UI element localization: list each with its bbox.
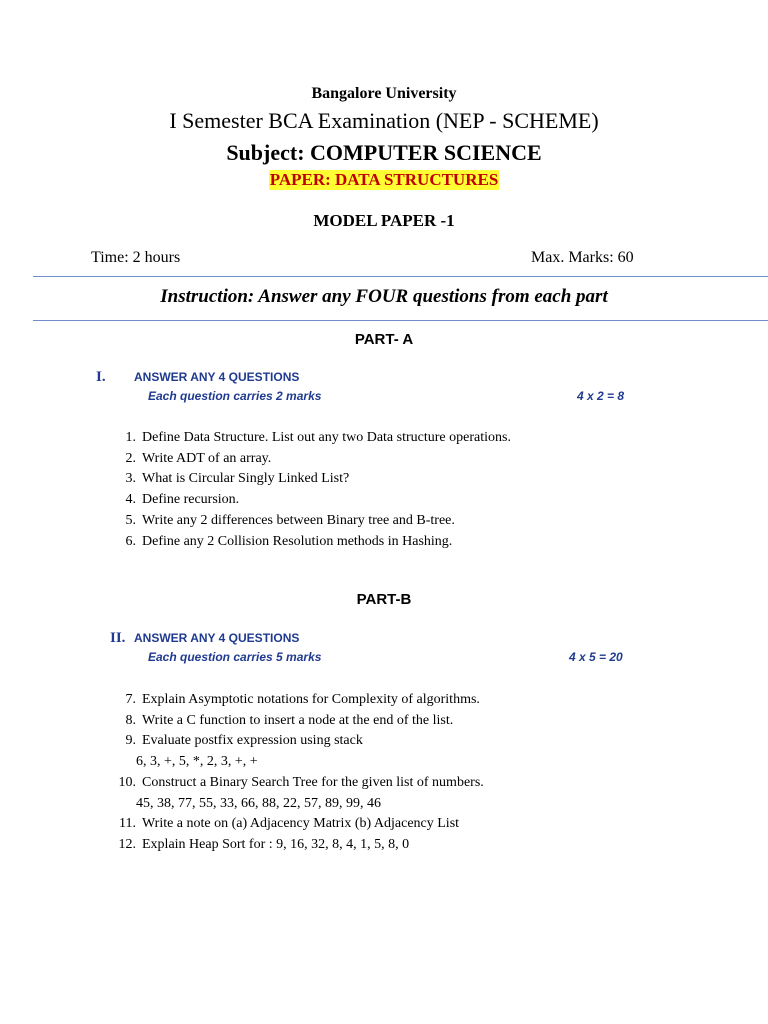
list-item: 4. Define recursion. <box>125 492 240 508</box>
part-a-heading: ANSWER ANY 4 QUESTIONS <box>134 370 300 384</box>
list-item: 5. Write any 2 differences between Binary tree and B-tree. <box>125 512 455 528</box>
exam-title: I Semester BCA Examination (NEP - SCHEME) <box>169 108 599 133</box>
part-b-carries: Each question carries 5 marks <box>148 650 322 664</box>
part-a-roman: I. <box>96 369 106 385</box>
subject-title: Subject: COMPUTER SCIENCE <box>226 140 542 165</box>
list-item: 2. Write ADT of an array. <box>125 450 272 466</box>
part-b-marks: 4 x 5 = 20 <box>569 650 623 664</box>
part-b-roman: II. <box>110 630 126 646</box>
list-item: 6. Define any 2 Collision Resolution methods in Hashing. <box>125 533 453 549</box>
part-a-marks: 4 x 2 = 8 <box>577 389 625 403</box>
paper-title-wrap <box>0 170 768 190</box>
part-b-heading: ANSWER ANY 4 QUESTIONS <box>134 631 300 645</box>
part-b-questions <box>108 690 484 856</box>
list-item: 12. Explain Heap Sort for : 9, 16, 32, 8, 4, 1, 5, 8, 0 <box>118 836 410 852</box>
list-item: 10. Construct a Binary Search Tree for the given list of numbers. <box>118 774 484 790</box>
part-b-title: PART-B <box>356 591 412 608</box>
part-a-carries: Each question carries 2 marks <box>148 389 322 403</box>
part-a-title: PART- A <box>354 331 414 348</box>
divider-bottom <box>33 320 768 321</box>
max-marks: Max. Marks: 60 <box>531 249 634 266</box>
instruction: Instruction: Answer any FOUR questions from each part <box>160 286 608 307</box>
university-name: Bangalore University <box>311 85 457 102</box>
list-item-continuation: 6, 3, +, 5, *, 2, 3, +, + <box>136 754 258 770</box>
divider-top <box>33 276 768 277</box>
list-item-continuation: 45, 38, 77, 55, 33, 66, 88, 22, 57, 89, 99, 46 <box>136 795 381 811</box>
list-item: 3. What is Circular Singly Linked List? <box>125 471 350 487</box>
exam-time: Time: 2 hours <box>91 249 181 266</box>
list-item: 7. Explain Asymptotic notations for Complexity of algorithms. <box>125 692 480 707</box>
part-a-questions <box>108 428 511 552</box>
list-item: 9. Evaluate postfix expression using stack <box>125 733 363 749</box>
model-paper-title: MODEL PAPER -1 <box>313 211 455 230</box>
list-item: 11. Write a note on (a) Adjacency Matrix (b) Adjacency List <box>119 816 460 832</box>
paper-title: PAPER: DATA STRUCTURES <box>269 170 499 189</box>
list-item: 1. Define Data Structure. List out any two Data structure operations. <box>125 430 511 445</box>
list-item: 8. Write a C function to insert a node at the end of the list. <box>125 712 454 728</box>
